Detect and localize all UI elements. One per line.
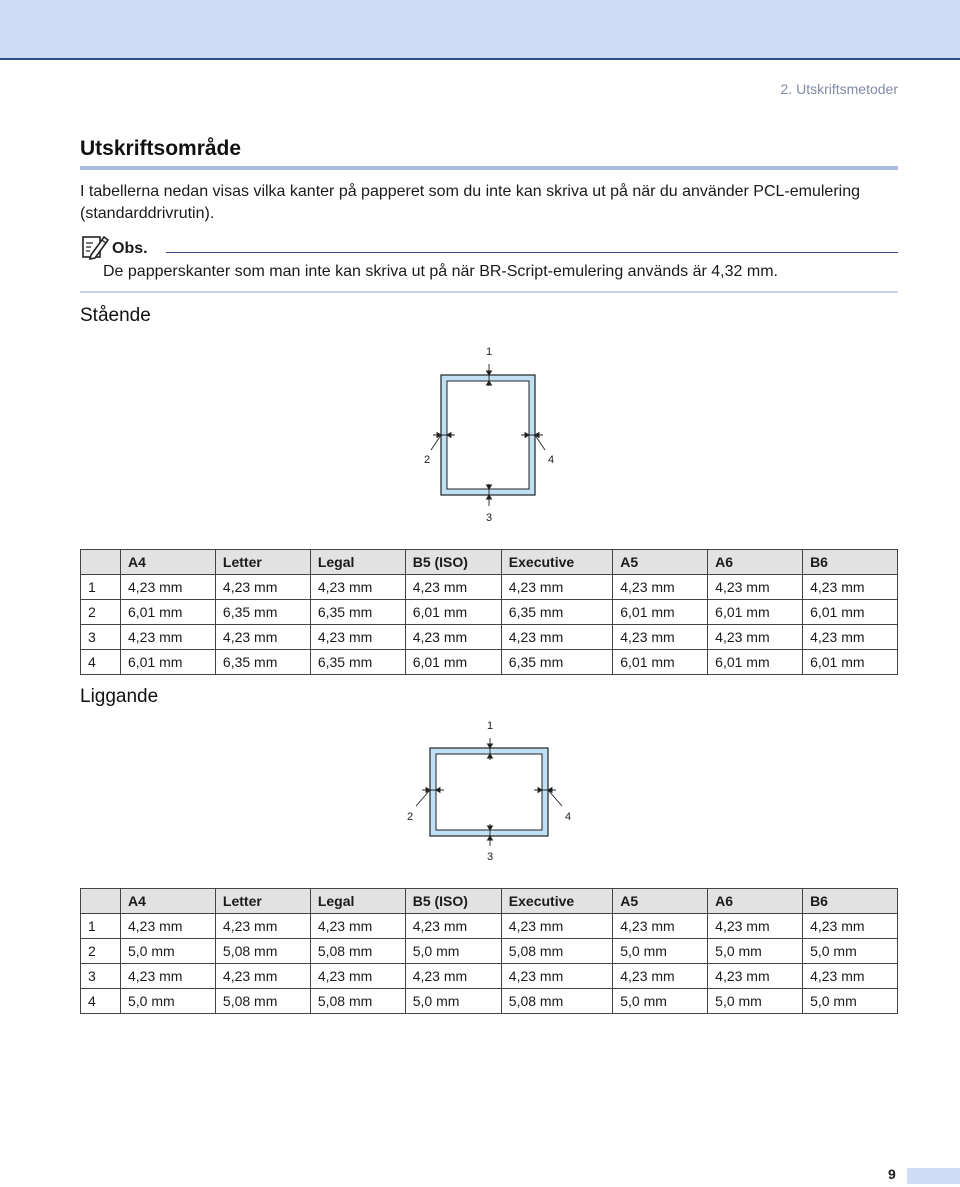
table-cell: 4,23 mm	[803, 625, 898, 650]
page-title: Utskriftsområde	[80, 137, 242, 160]
column-header: Letter	[215, 889, 310, 914]
table-cell: 6,01 mm	[708, 650, 803, 675]
table-row	[81, 650, 898, 675]
table-cell: 5,08 mm	[501, 989, 612, 1014]
table-cell: 4,23 mm	[215, 964, 310, 989]
table-cell: 4,23 mm	[803, 964, 898, 989]
table-corner-cell	[81, 550, 121, 575]
table-cell: 4,23 mm	[405, 625, 501, 650]
row-label: 4	[81, 650, 121, 675]
column-header: Letter	[215, 550, 310, 575]
row-label: 2	[81, 939, 121, 964]
table-cell: 4,23 mm	[501, 964, 612, 989]
column-header: Executive	[501, 550, 612, 575]
table-cell: 4,23 mm	[613, 625, 708, 650]
table-cell: 4,23 mm	[501, 625, 612, 650]
landscape-label-top: 1	[486, 720, 494, 732]
note-text: De papperskanter som man inte kan skriva ut på när BR-Script-emulering används är 4,32 mm.	[103, 263, 778, 280]
table-header-row	[81, 889, 898, 914]
table-cell: 6,01 mm	[613, 600, 708, 625]
table-row	[81, 575, 898, 600]
note-label: Obs.	[112, 240, 148, 257]
table-header-row	[81, 550, 898, 575]
table-cell: 4,23 mm	[613, 914, 708, 939]
table-cell: 4,23 mm	[613, 575, 708, 600]
table-cell: 5,0 mm	[803, 989, 898, 1014]
table-cell: 6,35 mm	[501, 650, 612, 675]
table-row	[81, 600, 898, 625]
table-cell: 5,0 mm	[121, 939, 216, 964]
table-cell: 6,35 mm	[215, 650, 310, 675]
row-label: 1	[81, 914, 121, 939]
column-header: A5	[613, 889, 708, 914]
column-header: A6	[708, 550, 803, 575]
landscape-heading: Liggande	[80, 686, 159, 707]
table-cell: 4,23 mm	[310, 575, 405, 600]
table-cell: 5,0 mm	[613, 939, 708, 964]
portrait-label-right: 4	[547, 454, 555, 466]
table-cell: 4,23 mm	[121, 914, 216, 939]
column-header: B5 (ISO)	[405, 889, 501, 914]
column-header: A5	[613, 550, 708, 575]
column-header: B5 (ISO)	[405, 550, 501, 575]
row-label: 4	[81, 989, 121, 1014]
portrait-label-left: 2	[423, 454, 431, 466]
table-cell: 6,01 mm	[708, 600, 803, 625]
page-number-tab	[907, 1168, 960, 1184]
table-cell: 4,23 mm	[708, 625, 803, 650]
table-cell: 5,0 mm	[613, 989, 708, 1014]
row-label: 2	[81, 600, 121, 625]
title-rule	[80, 166, 898, 170]
intro-paragraph: I tabellerna nedan visas vilka kanter på papperet som du inte kan skriva ut på när du använder PCL-emulering (standarddrivrutin).	[80, 183, 861, 222]
table-cell: 4,23 mm	[708, 575, 803, 600]
pencil-note-icon	[80, 233, 110, 261]
portrait-margins-table	[80, 549, 898, 675]
table-cell: 6,01 mm	[121, 600, 216, 625]
table-cell: 5,08 mm	[310, 939, 405, 964]
row-label: 3	[81, 964, 121, 989]
table-cell: 6,01 mm	[803, 600, 898, 625]
table-cell: 4,23 mm	[405, 964, 501, 989]
table-cell: 6,35 mm	[501, 600, 612, 625]
column-header: A4	[121, 889, 216, 914]
table-cell: 5,0 mm	[121, 989, 216, 1014]
table-cell: 4,23 mm	[121, 625, 216, 650]
table-cell: 4,23 mm	[613, 964, 708, 989]
column-header: B6	[803, 889, 898, 914]
column-header: A4	[121, 550, 216, 575]
portrait-heading: Stående	[80, 305, 151, 326]
table-row	[81, 939, 898, 964]
table-cell: 4,23 mm	[215, 625, 310, 650]
table-cell: 5,08 mm	[310, 989, 405, 1014]
column-header: Legal	[310, 550, 405, 575]
landscape-label-right: 4	[564, 811, 572, 823]
column-header: Legal	[310, 889, 405, 914]
table-cell: 4,23 mm	[708, 914, 803, 939]
portrait-margin-diagram	[395, 338, 585, 530]
portrait-label-top: 1	[485, 346, 493, 358]
table-cell: 5,08 mm	[215, 939, 310, 964]
portrait-label-bottom: 3	[485, 512, 493, 524]
table-row	[81, 625, 898, 650]
table-cell: 4,23 mm	[121, 964, 216, 989]
table-cell: 4,23 mm	[215, 914, 310, 939]
table-row	[81, 989, 898, 1014]
table-cell: 5,0 mm	[708, 939, 803, 964]
table-cell: 4,23 mm	[501, 914, 612, 939]
table-cell: 4,23 mm	[215, 575, 310, 600]
table-cell: 5,0 mm	[405, 939, 501, 964]
table-cell: 6,35 mm	[310, 650, 405, 675]
landscape-margins-table	[80, 888, 898, 1014]
landscape-label-left: 2	[406, 811, 414, 823]
column-header: A6	[708, 889, 803, 914]
table-cell: 4,23 mm	[310, 964, 405, 989]
note-rule	[166, 252, 898, 253]
table-cell: 4,23 mm	[405, 914, 501, 939]
table-cell: 4,23 mm	[708, 964, 803, 989]
column-header: Executive	[501, 889, 612, 914]
table-cell: 5,08 mm	[501, 939, 612, 964]
note-rule-bottom	[80, 291, 898, 293]
landscape-label-bottom: 3	[486, 851, 494, 863]
header-band	[0, 0, 960, 60]
table-corner-cell	[81, 889, 121, 914]
table-cell: 4,23 mm	[121, 575, 216, 600]
table-cell: 4,23 mm	[310, 914, 405, 939]
table-cell: 4,23 mm	[501, 575, 612, 600]
table-cell: 5,0 mm	[405, 989, 501, 1014]
table-cell: 5,0 mm	[708, 989, 803, 1014]
table-cell: 6,01 mm	[121, 650, 216, 675]
table-cell: 6,35 mm	[215, 600, 310, 625]
table-cell: 6,01 mm	[405, 650, 501, 675]
row-label: 1	[81, 575, 121, 600]
table-cell: 4,23 mm	[310, 625, 405, 650]
table-cell: 4,23 mm	[803, 575, 898, 600]
table-cell: 4,23 mm	[405, 575, 501, 600]
landscape-margin-diagram	[390, 714, 590, 869]
table-row	[81, 964, 898, 989]
row-label: 3	[81, 625, 121, 650]
table-row	[81, 914, 898, 939]
table-cell: 6,01 mm	[405, 600, 501, 625]
table-cell: 5,08 mm	[215, 989, 310, 1014]
page-number: 9	[888, 1166, 896, 1182]
table-cell: 5,0 mm	[803, 939, 898, 964]
table-cell: 6,35 mm	[310, 600, 405, 625]
table-cell: 6,01 mm	[803, 650, 898, 675]
column-header: B6	[803, 550, 898, 575]
table-cell: 4,23 mm	[803, 914, 898, 939]
table-cell: 6,01 mm	[613, 650, 708, 675]
chapter-title: 2. Utskriftsmetoder	[780, 81, 898, 97]
